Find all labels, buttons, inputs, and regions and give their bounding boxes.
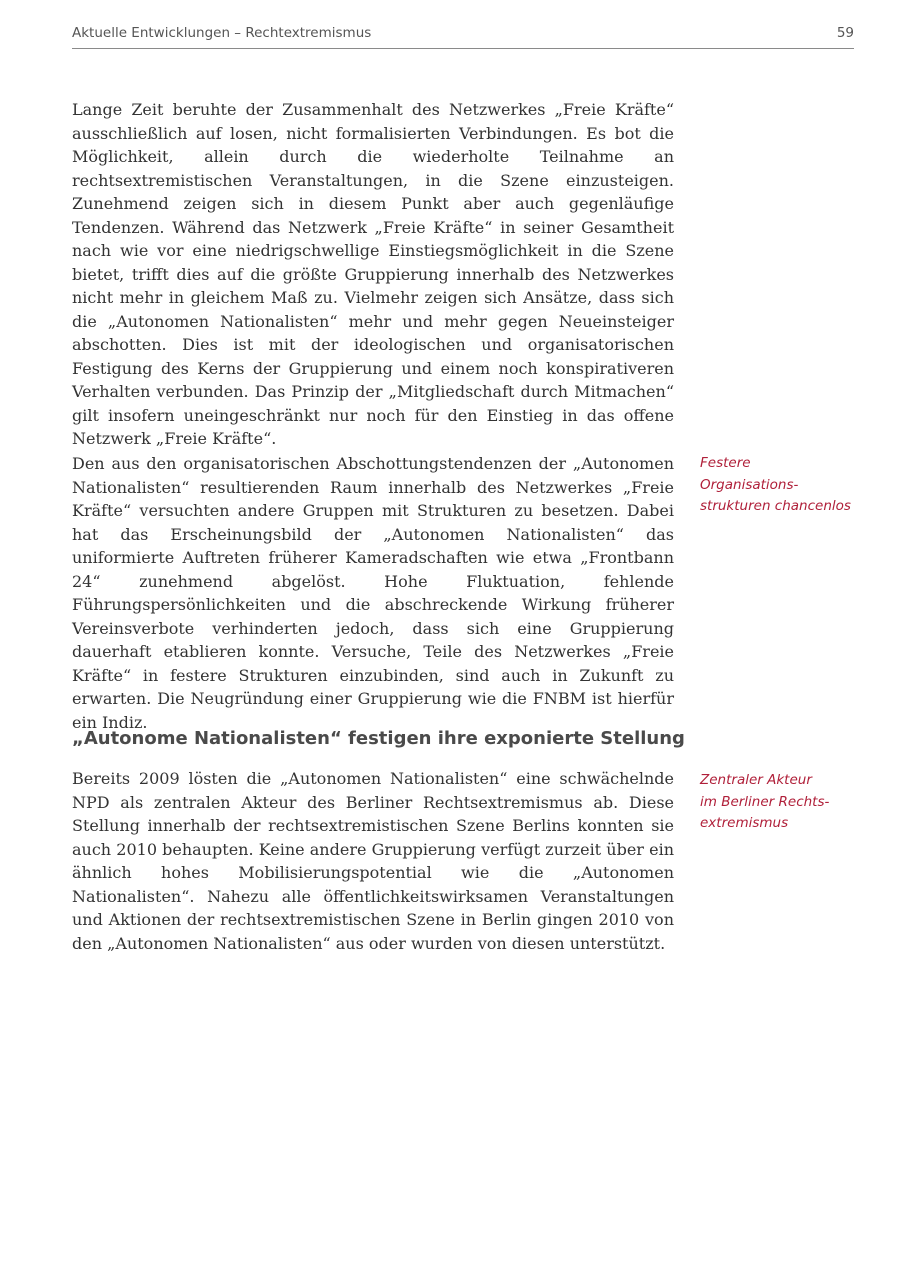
paragraph-3: Bereits 2009 lösten die „Autonomen Nationalisten“ eine schwächelnde NPD als zentralen Akteur des Berliner Rechtsextremismus ab. Diese Stellung innerhalb der rechtsextremistischen Szene Berlins konnten sie auch 2010 behaupten. Keine andere Gruppierung verfügt zurzeit über ein ähnlich hohes Mobilisierungspotential wie die „Autonomen Nationalisten“. Nahezu alle öffentlichkeitswirksamen Veranstaltungen und Aktionen der rechtsextremistischen Szene in Berlin gingen 2010 von den „Autonomen Nationalisten“ aus oder wurden von diesen unterstützt. [72, 769, 674, 953]
margin-note-1-line-3: strukturen chancenlos [700, 498, 851, 514]
margin-note-2-line-1: Zentraler Akteur [700, 772, 812, 788]
margin-note-2 [700, 770, 870, 835]
page-number: 59 [836, 25, 854, 41]
section-heading: „Autonome Nationalisten“ festigen ihre exponierte Stellung [72, 728, 685, 749]
margin-note-1-line-2: Organisations- [700, 476, 799, 493]
margin-note-1 [700, 453, 870, 518]
margin-note-2-line-2: im Berliner Rechts- [700, 793, 830, 810]
margin-note-1-line-1: Festere [700, 455, 751, 471]
page-header [72, 24, 854, 49]
margin-note-2-line-3: extremismus [700, 815, 789, 831]
paragraph-2: Den aus den organisatorischen Abschottungstendenzen der „Autonomen Nationalisten“ resultierenden Raum innerhalb des Netzwerkes „Freie Kräfte“ versuchten andere Gruppen mit Strukturen zu besetzen. Dabei hat das Erscheinungsbild der „Autonomen Nationalisten“ das uniformierte Auftreten früherer Kameradschaften wie etwa „Frontbann 24“ zunehmend abgelöst. Hohe Fluktuation, fehlende Führungspersönlichkeiten und die abschreckende Wirkung früherer Vereinsverbote verhinderten jedoch, dass sich eine Gruppierung dauerhaft etablieren konnte. Versuche, Teile des Netzwerkes „Freie Kräfte“ in festere Strukturen einzubinden, sind auch in Zukunft zu erwarten. Die Neugründung einer Gruppierung wie die FNBM ist hierfür ein Indiz. [72, 454, 674, 732]
paragraph-1: Lange Zeit beruhte der Zusammenhalt des Netzwerkes „Freie Kräfte“ ausschließlich auf losen, nicht formalisierten Verbindungen. Es bot die Möglichkeit, allein durch die wiederholte Teilnahme an rechtsextremistischen Veranstaltungen, in die Szene einzusteigen. Zunehmend zeigen sich in diesem Punkt aber auch gegenläufige Tendenzen. Während das Netzwerk „Freie Kräfte“ in seiner Gesamtheit nach wie vor eine niedrigschwellige Einstiegsmöglichkeit in die Szene bietet, trifft dies auf die größte Gruppierung innerhalb des Netzwerkes nicht mehr in gleichem Maß zu. Vielmehr zeigen sich Ansätze, dass sich die „Autonomen Nationalisten“ mehr und mehr gegen Neueinsteiger abschotten. Dies ist mit der ideologischen und organisatorischen Festigung des Kerns der Gruppierung und einem noch konspirativeren Verhalten verbunden. Das Prinzip der „Mitgliedschaft durch Mitmachen“ gilt insofern uneingeschränkt nur noch für den Einstieg in das offene Netzwerk „Freie Kräfte“. [72, 100, 674, 448]
running-title: Aktuelle Entwicklungen – Rechtextremismus [72, 25, 372, 41]
